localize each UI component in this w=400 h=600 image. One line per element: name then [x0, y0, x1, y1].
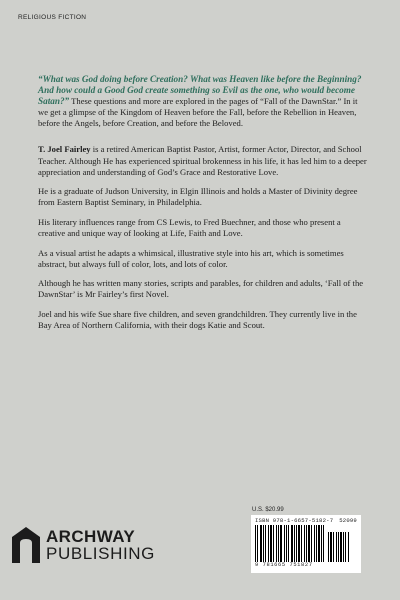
archway-logo-icon [12, 527, 40, 563]
barcode-digits: 9 781665 751827 [255, 562, 313, 568]
bio-paragraph-6: Joel and his wife Sue share five children, and seven grandchildren. They currently live in the Bay Area of Northern California, with their dogs Katie and Scout. [38, 309, 357, 331]
isbn-barcode [251, 515, 361, 573]
isbn-number: ISBN 978-1-6657-5182-7 [255, 517, 334, 524]
bio-paragraph-1 [38, 144, 368, 177]
back-cover-text [38, 74, 368, 340]
bio-paragraph-4: As a visual artist he adapts a whimsical, illustrative style into his art, which is sometimes abstract, but always full of color, lots, and lots of color. [38, 247, 344, 269]
barcode-addon-code: 52099 [339, 517, 357, 524]
bio-paragraph-3: His literary influences range from CS Lewis, to Fred Buechner, and those who present a creative and unique way of looking at Life, Faith and Love. [38, 216, 341, 239]
price-label: U.S. $20.99 [252, 507, 284, 513]
bio-text-1: is a retired American Baptist Pastor, Artist, former Actor, Director, and School Teacher. Although He has experienced spiritual brokenness in his life, it has led him to a deeper appreciation and understanding of God’s Grace and Restorative Love. [38, 144, 367, 177]
author-name: T. Joel Fairley [38, 144, 91, 155]
barcode-addon-bars [328, 532, 349, 562]
bio-paragraph-5: Although he has written many stories, scripts and parables, for children and adults, ‘Fall of the DawnStar’ is Mr Fairley’s first Novel. [38, 278, 364, 300]
genre-label: RELIGIOUS FICTION [18, 14, 87, 21]
intro-paragraph [38, 74, 368, 129]
publisher-logo [12, 527, 155, 563]
barcode-bar [323, 525, 324, 562]
intro-quote: “What was God doing before Creation? What was Heaven like before the Beginning? And how could a Good God create something so Evil as the one, who would become Satan?” [38, 74, 362, 107]
intro-text: These questions and more are explored in the pages of “Fall of the DawnStar.” In it we get a glimpse of the Kingdom of Heaven before the Fall, before the Rebellion in Heaven, before the Angels, before Creation, and before the Beloved. [38, 96, 358, 129]
barcode-bars [255, 525, 357, 562]
barcode-main-bars [255, 525, 324, 562]
publisher-name-line1: ARCHWAY [46, 527, 136, 546]
publisher-name-line2: PUBLISHING [46, 544, 155, 563]
barcode-bar [348, 532, 349, 562]
bio-paragraph-2: He is a graduate of Judson University, in Elgin Illinois and holds a Master of Divinity degree from Eastern Baptist Seminary, in Philadelphia. [38, 186, 358, 208]
